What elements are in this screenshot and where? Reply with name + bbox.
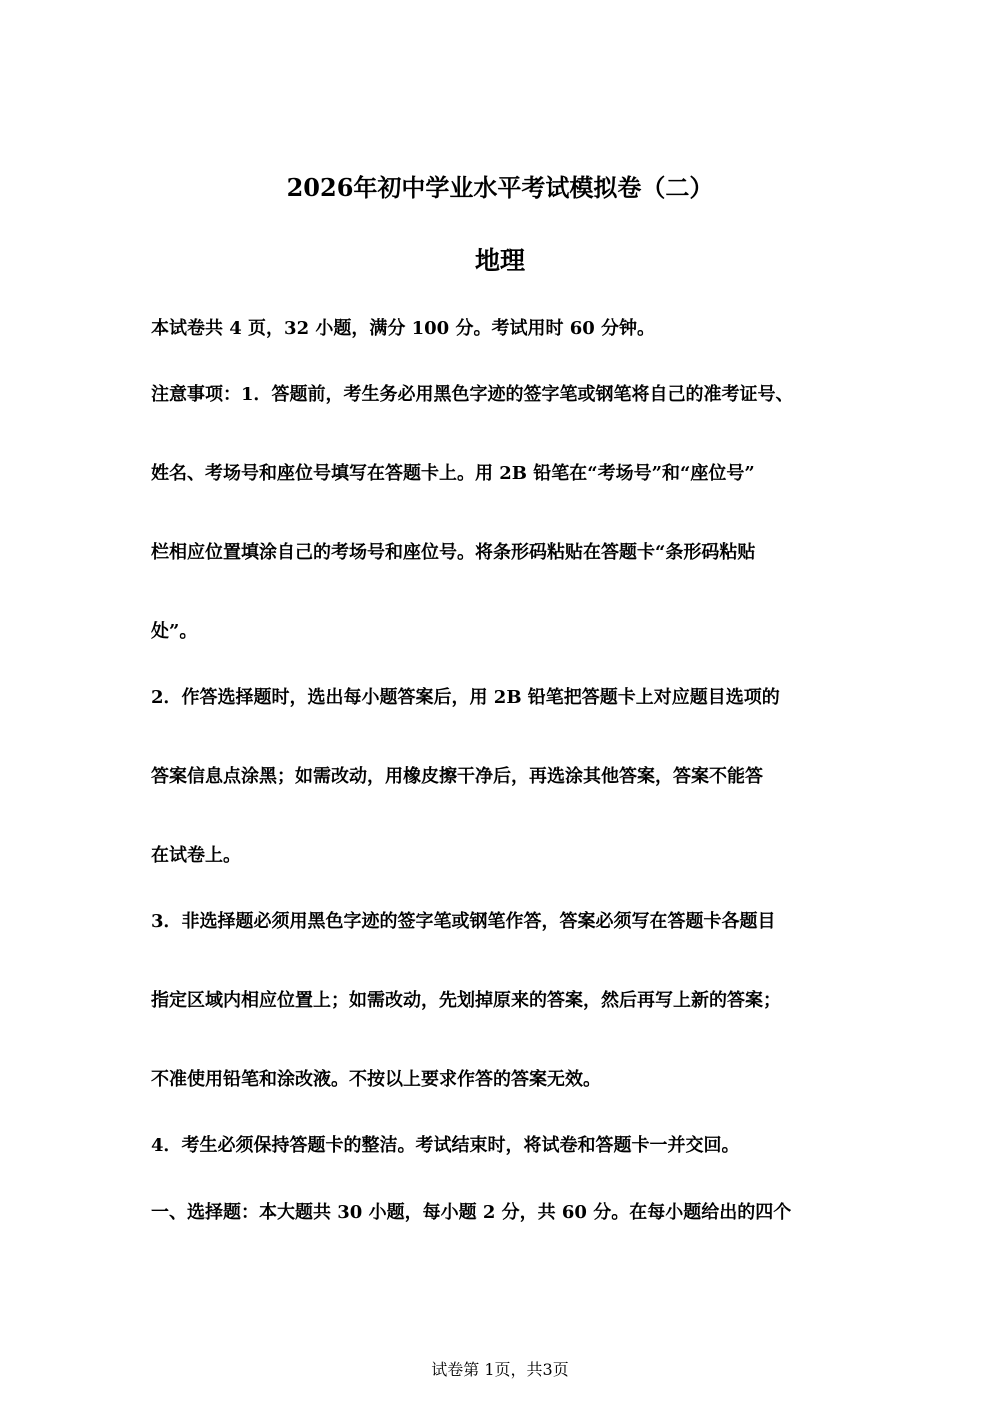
note1-line1: 注意事项：1．答题前，考生务必用黑色字迹的签字笔或钢笔将自己的准考证号、 [151,384,794,405]
note3-line1: 3．非选择题必须用黑色字迹的签字笔或钢笔作答，答案必须写在答题卡各题目 [151,911,776,932]
note1-line4: 处”。 [151,621,198,642]
section1-heading: 一、选择题：本大题共 30 小题，每小题 2 分，共 60 分。在每小题给出的四个 [151,1202,792,1223]
note3-line3: 不准使用铅笔和涂改液。不按以上要求作答的答案无效。 [151,1069,601,1090]
exam-overview: 本试卷共 4 页，32 小题，满分 100 分。考试用时 60 分钟。 [151,318,656,339]
page-footer: 试卷第 1页，共3页 [431,1360,569,1379]
exam-title: 2026年初中学业水平考试模拟卷（二） [286,173,714,202]
note1-line2: 姓名、考场号和座位号填写在答题卡上。用 2B 铅笔在“考场号”和“座位号” [151,463,755,484]
note3-line2: 指定区域内相应位置上；如需改动，先划掉原来的答案，然后再写上新的答案； [151,990,781,1011]
note1-line3: 栏相应位置填涂自己的考场号和座位号。将条形码粘贴在答题卡“条形码粘贴 [151,542,756,563]
note2-line2: 答案信息点涂黑；如需改动，用橡皮擦干净后，再选涂其他答案，答案不能答 [151,766,763,787]
subject-title: 地理 [474,246,525,275]
note2-line3: 在试卷上。 [151,845,241,866]
note4-line: 4．考生必须保持答题卡的整洁。考试结束时，将试卷和答题卡一并交回。 [151,1135,740,1156]
note2-line1: 2．作答选择题时，选出每小题答案后，用 2B 铅笔把答题卡上对应题目选项的 [151,687,780,708]
